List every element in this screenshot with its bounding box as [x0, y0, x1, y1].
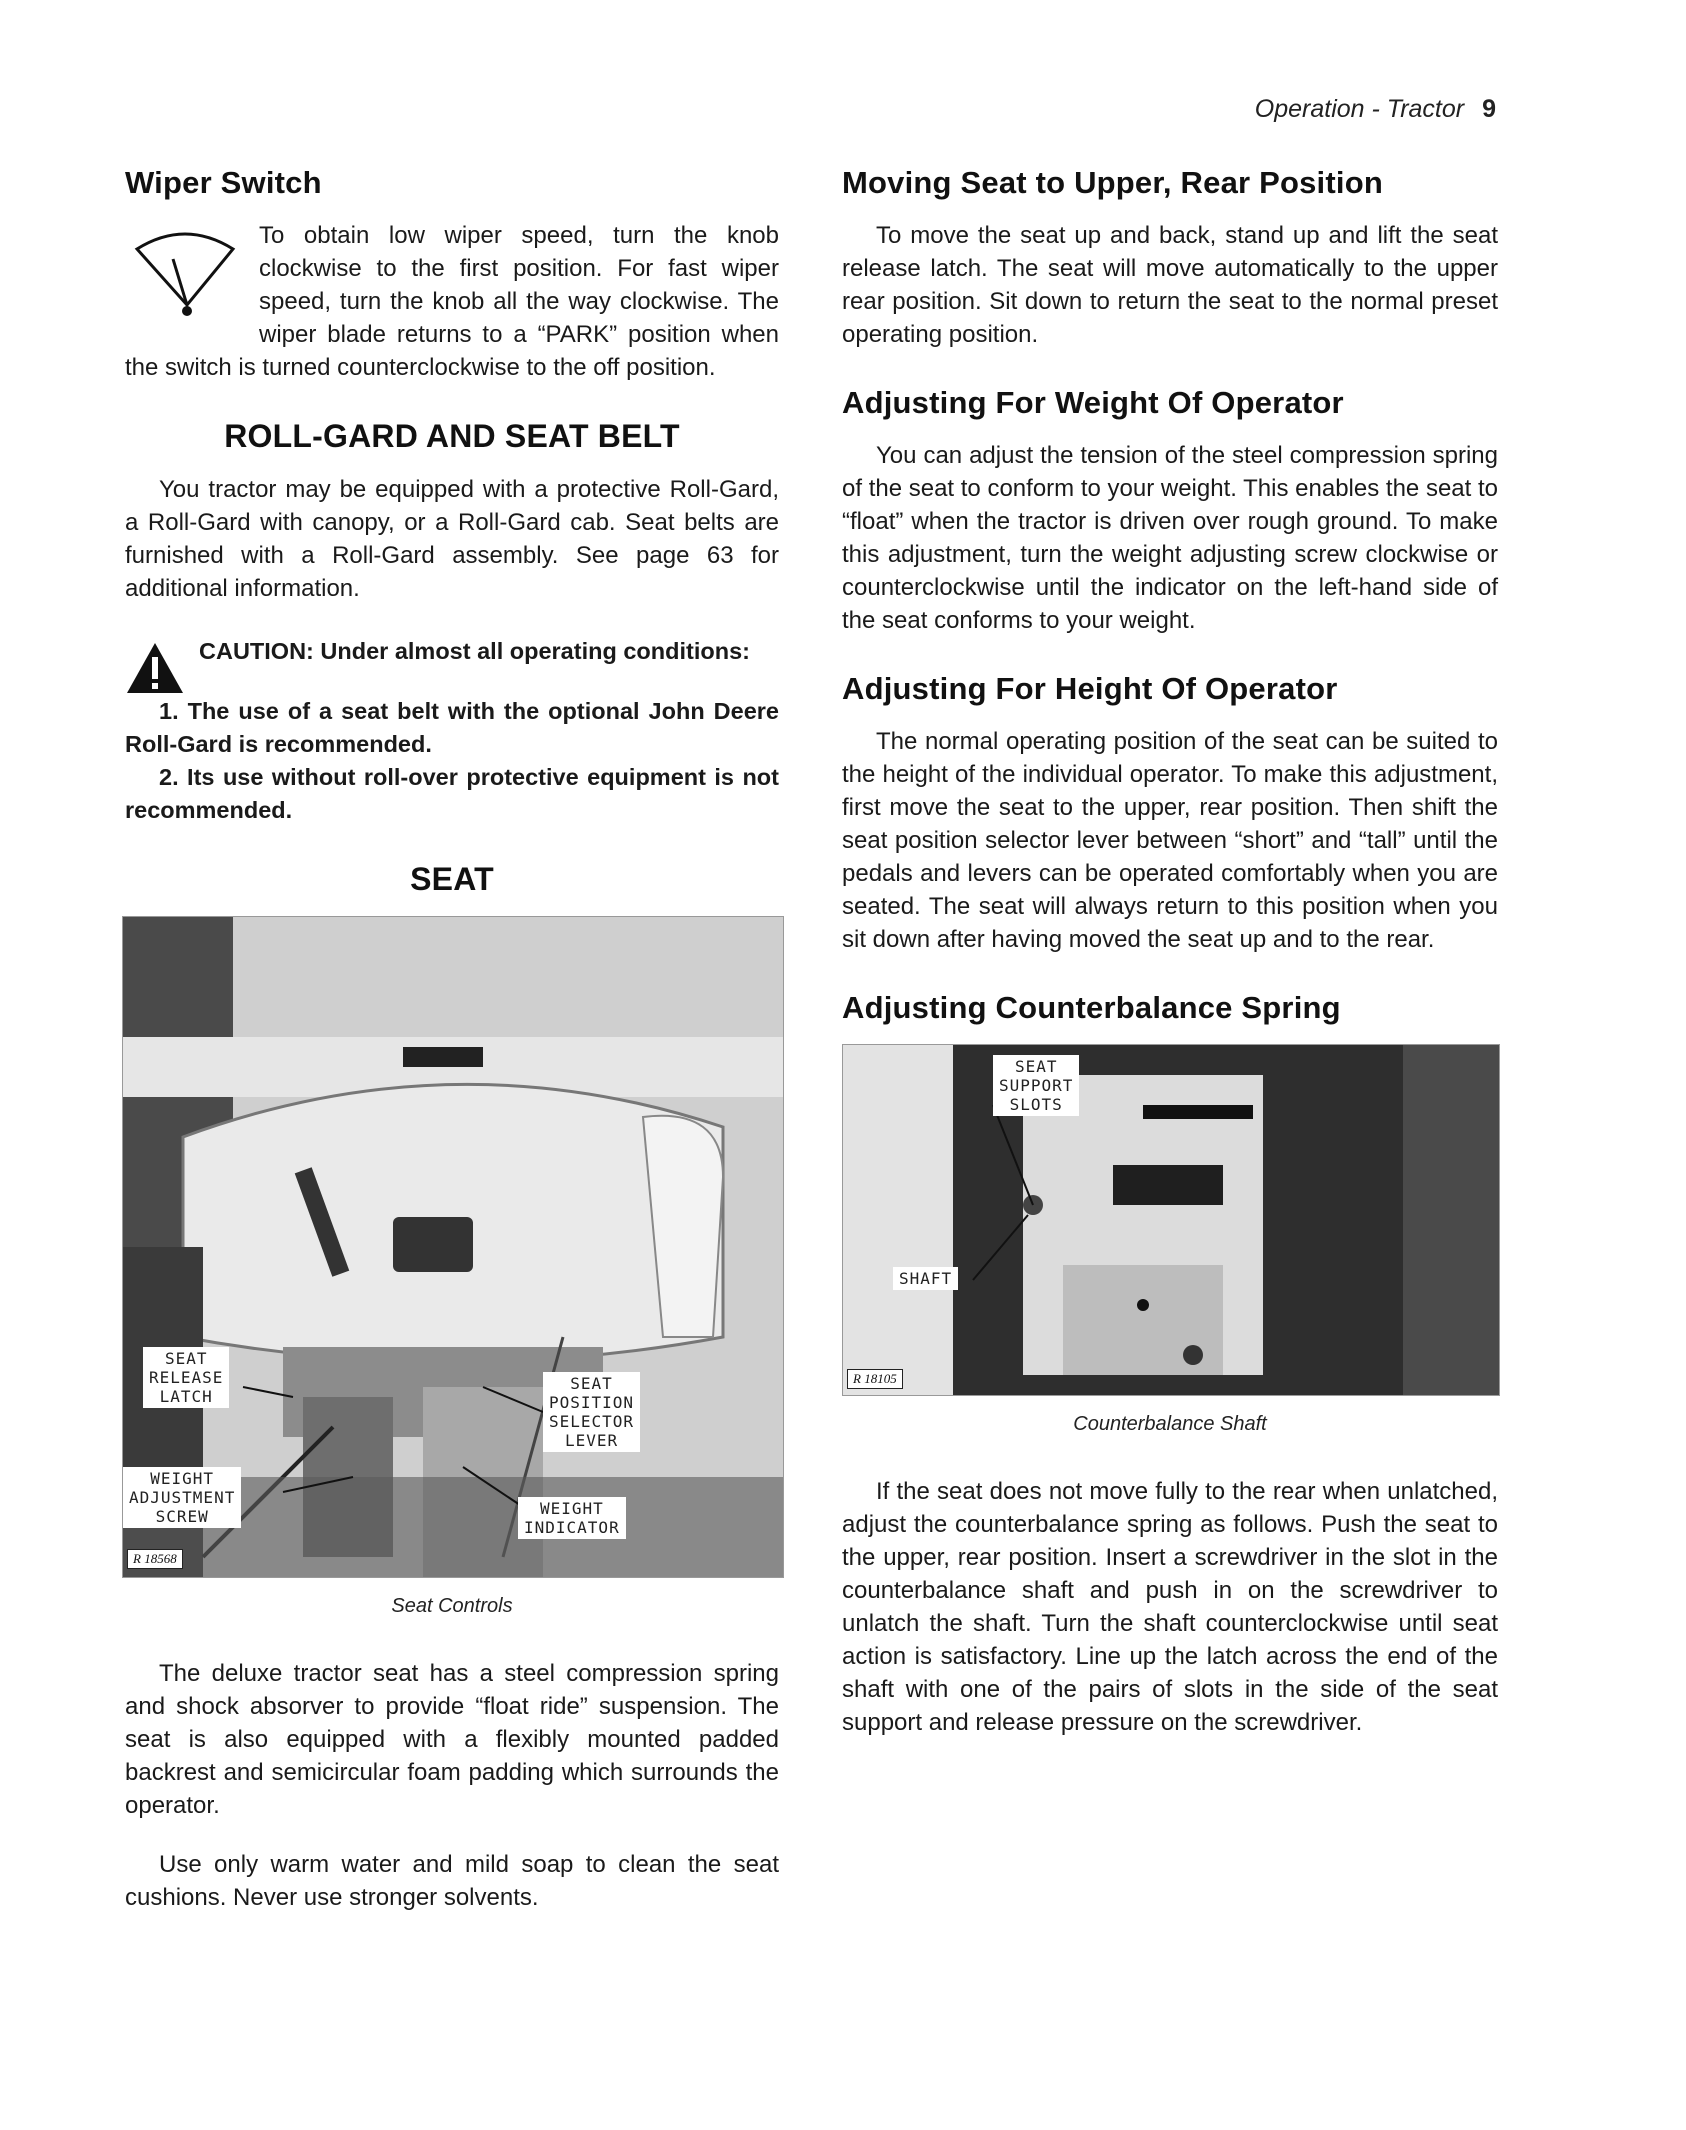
photo-code-counterbalance: R 18105 [847, 1369, 903, 1389]
seat-cleaning-text: Use only warm water and mild soap to clean the seat cushions. Never use stronger solvents. [125, 1851, 779, 1911]
height-heading: Adjusting For Height Of Operator [842, 671, 1338, 706]
photo-code-seat: R 18568 [127, 1549, 183, 1569]
seat-controls-photo [122, 916, 784, 1578]
label-seat-release-latch: SEAT RELEASE LATCH [143, 1347, 229, 1408]
label-weight-indicator: WEIGHT INDICATOR [518, 1497, 626, 1539]
header-section: Operation - Tractor [1254, 95, 1465, 123]
wiper-block [125, 219, 779, 384]
seat-description-text: The deluxe tractor seat has a steel compression spring and shock absorver to provide “float ride” suspension. The seat is also equipped with a flexibly mounted padded backrest and semicircular foam padding which surrounds the operator. [125, 1660, 779, 1819]
label-shaft: SHAFT [893, 1267, 958, 1290]
rollgard-text: You tractor may be equipped with a protective Roll-Gard, a Roll-Gard with canopy, or a Roll-Gard cab. Seat belts are furnished with a Roll-Gard assembly. See page 63 for additional information. [125, 476, 779, 602]
counterbalance-heading: Adjusting Counterbalance Spring [842, 990, 1341, 1025]
left-column [125, 165, 779, 1914]
page-number: 9 [1482, 95, 1496, 123]
counterbalance-photo-illustration [843, 1045, 1499, 1395]
caution-item-1: 1. The use of a seat belt with the optional John Deere Roll-Gard is recommended. [125, 698, 779, 757]
counterbalance-text: If the seat does not move fully to the rear when unlatched, adjust the counterbalance spring as follows. Push the seat to the upper, rear position. Insert a screwdriver in the slot in the counterbalance shaft and push in on the screwdriver to unlatch the shaft. Turn the shaft counterclockwise until seat action is satisfactory. Line up the latch across the end of the shaft with one of the pairs of slots in the side of the seat support and release pressure on the screwdriver. [842, 1478, 1498, 1736]
weight-heading: Adjusting For Weight Of Operator [842, 385, 1344, 420]
seat-controls-caption: Seat Controls [391, 1595, 513, 1617]
wiper-switch-text: To obtain low wiper speed, turn the knob clockwise to the first position. For fast wiper speed, turn the knob all the way clockwise. The wiper blade returns to a “PARK” position when the switch is turned counterclockwise to the off position. [125, 222, 779, 381]
moving-seat-text: To move the seat up and back, stand up and lift the seat release latch. The seat will move automatically to the upper rear position. Sit down to return the seat to the normal preset operating position. [842, 222, 1498, 348]
warning-triangle-icon [125, 641, 185, 695]
label-weight-adjustment-screw: WEIGHT ADJUSTMENT SCREW [123, 1467, 241, 1528]
wiper-switch-heading: Wiper Switch [125, 165, 322, 200]
rollgard-heading: ROLL-GARD AND SEAT BELT [224, 418, 680, 454]
caution-heading: CAUTION: Under almost all operating conditions: [199, 638, 750, 664]
wiper-icon [125, 221, 245, 321]
page-header [1255, 95, 1496, 124]
label-seat-position-selector: SEAT POSITION SELECTOR LEVER [543, 1372, 640, 1452]
caution-block [125, 635, 779, 827]
right-column [842, 165, 1498, 1739]
moving-seat-heading: Moving Seat to Upper, Rear Position [842, 165, 1383, 200]
caution-item-2: 2. Its use without roll-over protective equipment is not recommended. [125, 764, 779, 823]
weight-text: You can adjust the tension of the steel compression spring of the seat to conform to your weight. This enables the seat to “float” when the tractor is driven over rough ground. To make this adjustment, turn the weight adjusting screw clockwise or counterclockwise until the indicator on the left-hand side of the seat conforms to your weight. [842, 442, 1498, 634]
seat-heading: SEAT [410, 861, 494, 897]
counterbalance-caption: Counterbalance Shaft [1073, 1413, 1267, 1435]
label-seat-support-slots: SEAT SUPPORT SLOTS [993, 1055, 1079, 1116]
height-text: The normal operating position of the seat can be suited to the height of the individual operator. To make this adjustment, first move the seat to the upper, rear position. Then shift the seat position selector lever between “short” and “tall” until the pedals and levers can be operated comfortably when you are seated. The seat will always return to this position when you sit down after having moved the seat up and to the rear. [842, 728, 1498, 953]
counterbalance-photo [842, 1044, 1500, 1396]
